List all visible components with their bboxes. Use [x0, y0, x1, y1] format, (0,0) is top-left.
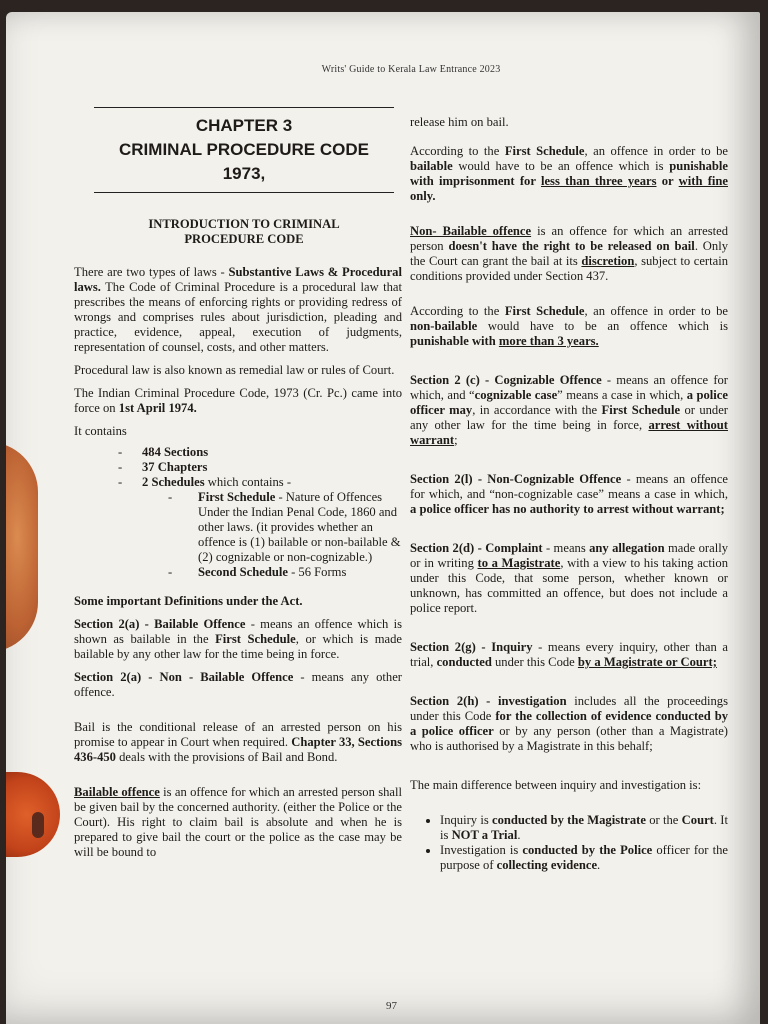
right-column	[410, 115, 728, 873]
chapter-title	[94, 114, 394, 186]
paragraph-bailable-offence: Bailable offence is an offence for which an arrested person shall be given bail by the concerned authority. (either the Police or the Court). His right to claim bail is absolute and when he is prepared to give bail the court or the police as the case may be will be bound to	[74, 785, 402, 859]
paragraph-difference: The main difference between inquiry and investigation is:	[410, 778, 702, 792]
section-cognizable: Section 2 (c) - Cognizable Offence - means an offence for which, and “cognizable case” means a case in which, a police officer may, in accordance with the First Schedule or under any other law for the time being in force, arrest without warrant;	[410, 373, 729, 447]
paragraph-it-contains: It contains	[74, 424, 127, 438]
section-inquiry: Section 2(g) - Inquiry - means every inquiry, other than a trial, conducted under this Code by a Magistrate or Court;	[410, 640, 728, 669]
section-non-cognizable: Section 2(l) - Non-Cognizable Offence - means an offence for which, and “non-cognizable case” means a case in which, a police officer has no authority to arrest without warrant;	[410, 472, 728, 516]
section-complaint: Section 2(d) - Complaint - means any allegation made orally or in writing to a Magistrate, with a view to his taking action under this Code, that some person, whether known or unknown, has committed an offence, but does not include a police report.	[410, 541, 729, 615]
definition-bailable: Section 2(a) - Bailable Offence - means an offence which is shown as bailable in the First Schedule, or which is made bailable by any other law for the time being in force.	[74, 617, 402, 661]
list-item: - First Schedule - Nature of Offences Under the Indian Penal Code, 1860 and other laws. (it provides whether an offence is (1) bailable or non-bailable & (2) cognizable or non-cognizable.)	[142, 490, 402, 565]
paragraph-non-bailable-schedule: According to the First Schedule, an offence in order to be non-bailable would have to be an offence which is punishable with more than 3 years.	[410, 304, 729, 348]
list-item: • Inquiry is conducted by the Magistrate or the Court. It is NOT a Trial.	[440, 813, 728, 843]
chapter-name: CRIMINAL PROCEDURE CODE	[119, 140, 369, 159]
list-item: - 37 Chapters	[74, 460, 402, 475]
list-item: - Second Schedule - 56 Forms	[142, 565, 402, 580]
paragraph-procedural-law: Procedural law is also known as remedial law or rules of Court.	[74, 363, 395, 377]
list-item: - 484 Sections	[74, 445, 402, 460]
paragraph-bailable-schedule: According to the First Schedule, an offence in order to be bailable would have to be an offence which is punishable with imprisonment for less than three years or with fine only.	[410, 144, 729, 203]
paragraph-release: release him on bail.	[410, 115, 509, 129]
list-item: - 2 Schedules which contains - - First Schedule - Nature of Offences Under the Indian Penal Code, 1860 and other laws. (it provides whether an offence is (1) bailable or non-bailable & (2) cognizable or non-cognizable.) - Second Schedule - 56 Forms	[74, 475, 402, 580]
paragraph-bail: Bail is the conditional release of an arrested person on his promise to appear in Court when required. Chapter 33, Sections 436-450 deals with the provisions of Bail and Bond.	[74, 720, 402, 764]
schedule-list	[142, 490, 402, 580]
left-column	[74, 107, 402, 860]
contents-list	[74, 445, 402, 580]
intro-title: INTRODUCTION TO CRIMINAL PROCEDURE CODE	[148, 217, 340, 246]
top-rule	[94, 107, 394, 108]
chapter-number: CHAPTER 3	[195, 116, 293, 135]
book-page	[6, 12, 760, 1024]
running-header: Writs' Guide to Kerala Law Entrance 2023	[321, 64, 501, 75]
list-item: • Investigation is conducted by the Police officer for the purpose of collecting evidence.	[440, 843, 728, 873]
bottom-rule	[94, 192, 394, 193]
definitions-heading: Some important Definitions under the Act.	[74, 594, 303, 608]
thumb-nail	[32, 812, 44, 838]
paragraph-non-bailable: Non- Bailable offence is an offence for which an arrested person doesn't have the right to be released on bail. Only the Court can grant the bail at its discretion, subject to certain conditions provided under Section 437.	[410, 224, 728, 283]
section-investigation: Section 2(h) - investigation includes all the proceedings under this Code for the collection of evidence conducted by a police officer or by any person (other than a Magistrate) who is authorised by a Magistrate in this behalf;	[410, 694, 728, 753]
finger-shadow	[6, 442, 38, 652]
difference-list	[410, 813, 728, 873]
chapter-year: 1973,	[222, 164, 266, 183]
paragraph-crpc-date: The Indian Criminal Procedure Code, 1973 (Cr. Pc.) came into force on 1st April 1974.	[74, 386, 402, 415]
definition-non-bailable: Section 2(a) - Non - Bailable Offence - means any other offence.	[74, 670, 403, 699]
paragraph-types-of-law: There are two types of laws - Substantive Laws & Procedural laws. The Code of Criminal Procedure is a procedural law that prescribes the means of enforcing rights or providing redress of wrongs and comprises rules about jurisdiction, pleading and practice, evidence, appeal, execution of judgments, representation of counsel, costs, and other matters.	[74, 265, 402, 354]
page-number: 97	[386, 1000, 397, 1012]
